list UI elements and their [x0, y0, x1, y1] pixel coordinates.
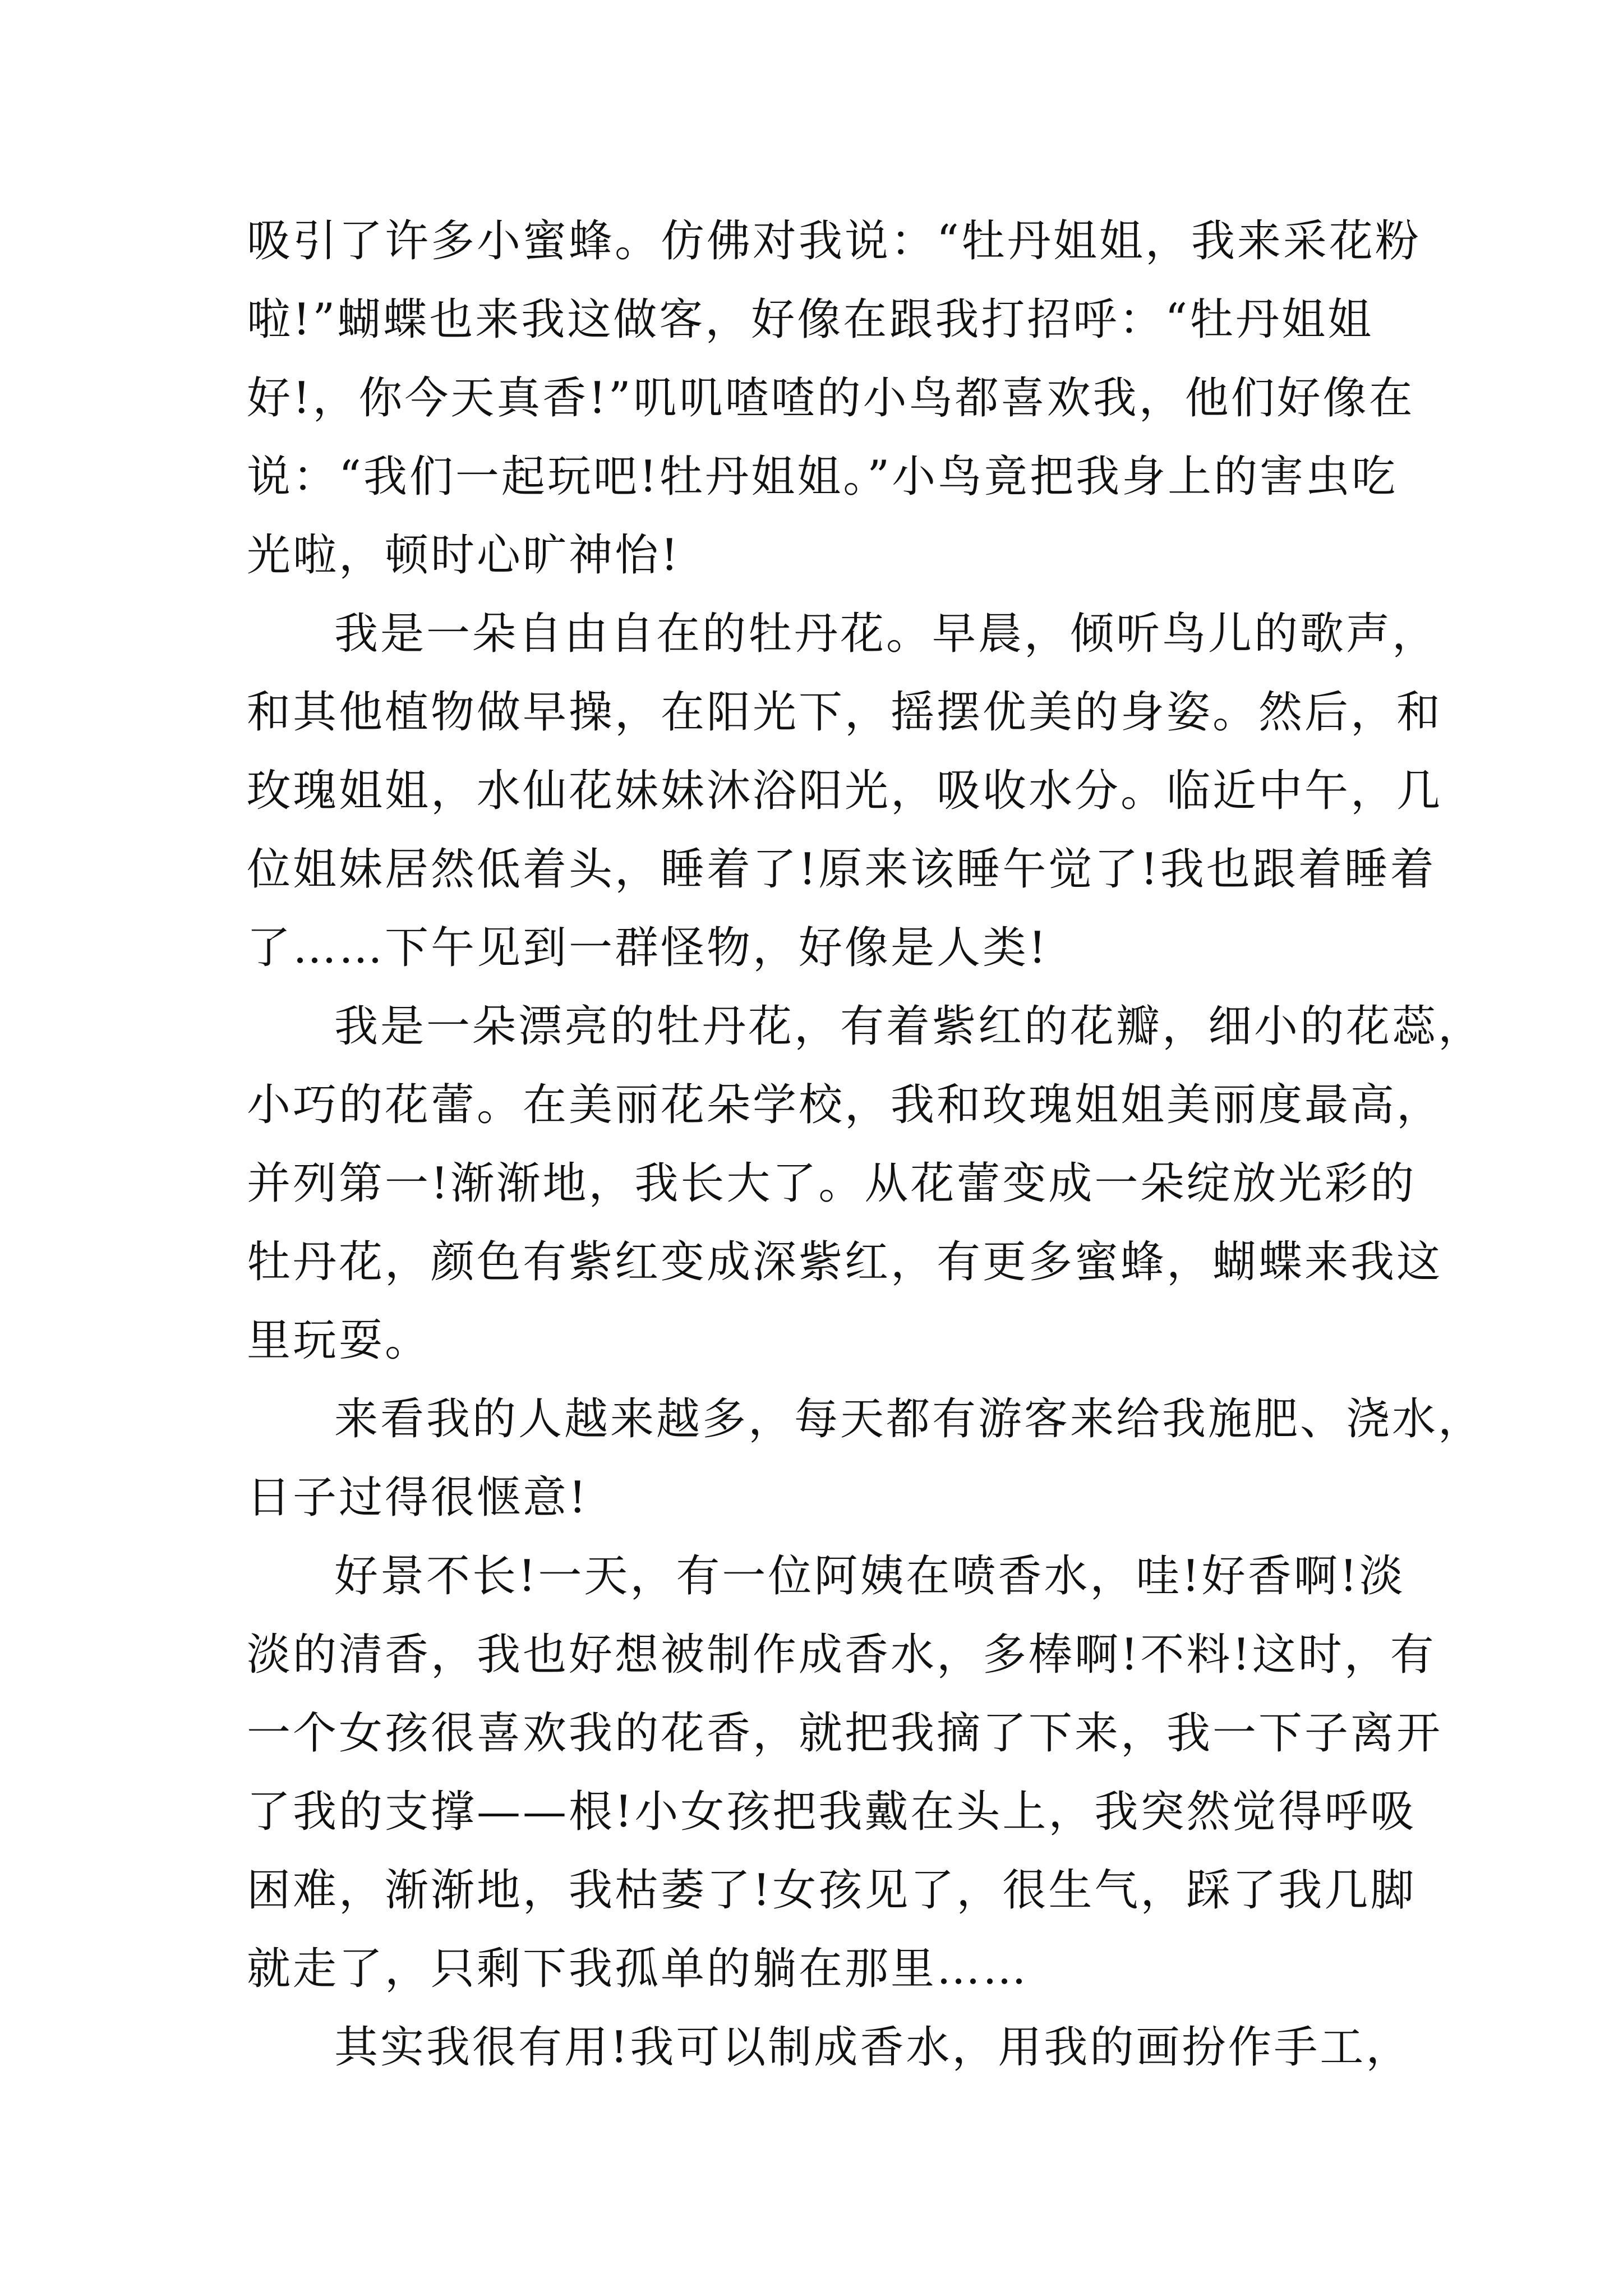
document-body	[247, 202, 1484, 2087]
paragraph-2	[247, 595, 1443, 987]
paragraph-4	[247, 1380, 1484, 1537]
text-line: 了我的支撑——根!小女孩把我戴在头上，我突然觉得呼吸	[247, 1787, 1417, 1837]
text-line: 好景不长!一天，有一位阿姨在喷香水，哇!好香啊!淡	[334, 1551, 1406, 1602]
text-line: 就走了，只剩下我孤单的躺在那里……	[247, 1944, 1029, 1994]
paragraph-3	[247, 987, 1484, 1380]
text-line: 光啦，顿时心旷神怡!	[247, 530, 681, 581]
text-line: 来看我的人越来越多，每天都有游客来给我施肥、浇水，	[334, 1394, 1484, 1444]
text-line: 说：“我们一起玩吧!牡丹姐姐。”小鸟竟把我身上的害虫吃	[247, 452, 1398, 502]
text-line: 吸引了许多小蜜蜂。仿佛对我说：“牡丹姐姐，我来采花粉	[247, 216, 1421, 266]
text-line: 和其他植物做早操，在阳光下，摇摆优美的身姿。然后，和	[247, 687, 1443, 738]
paragraph-5	[247, 1537, 1443, 2008]
text-line: 牡丹花，颜色有紫红变成深紫红，有更多蜜蜂，蝴蝶来我这	[247, 1237, 1443, 1287]
text-line: 日子过得很惬意!	[247, 1473, 589, 1523]
text-line: 了……下午见到一群怪物，好像是人类!	[247, 923, 1049, 973]
text-line: 好!，你今天真香!”叽叽喳喳的小鸟都喜欢我，他们好像在	[247, 373, 1415, 424]
text-line: 里玩耍。	[247, 1315, 431, 1366]
text-line: 啦!”蝴蝶也来我这做客，好像在跟我打招呼：“牡丹姐姐	[247, 295, 1374, 345]
text-line: 我是一朵自由自在的牡丹花。早晨，倾听鸟儿的歌声，	[334, 609, 1438, 659]
text-line: 位姐妹居然低着头，睡着了!原来该睡午觉了!我也跟着睡着	[247, 844, 1436, 895]
text-line: 一个女孩很喜欢我的花香，就把我摘了下来，我一下子离开	[247, 1708, 1443, 1759]
paragraph-6	[247, 2008, 1412, 2087]
text-line: 小巧的花蕾。在美丽花朵学校，我和玫瑰姐姐美丽度最高，	[247, 1080, 1443, 1130]
text-line: 并列第一!渐渐地，我长大了。从花蕾变成一朵绽放光彩的	[247, 1158, 1417, 1209]
text-line: 淡的清香，我也好想被制作成香水，多棒啊!不料!这时，有	[247, 1630, 1436, 1680]
text-line: 我是一朵漂亮的牡丹花，有着紫红的花瓣，细小的花蕊，	[334, 1001, 1484, 1052]
text-line: 玫瑰姐姐，水仙花妹妹沐浴阳光，吸收水分。临近中午，几	[247, 766, 1443, 816]
text-line: 困难，渐渐地，我枯萎了!女孩见了，很生气，踩了我几脚	[247, 1865, 1417, 1916]
text-line: 其实我很有用!我可以制成香水，用我的画扮作手工，	[334, 2022, 1412, 2073]
paragraph-1	[247, 202, 1421, 595]
